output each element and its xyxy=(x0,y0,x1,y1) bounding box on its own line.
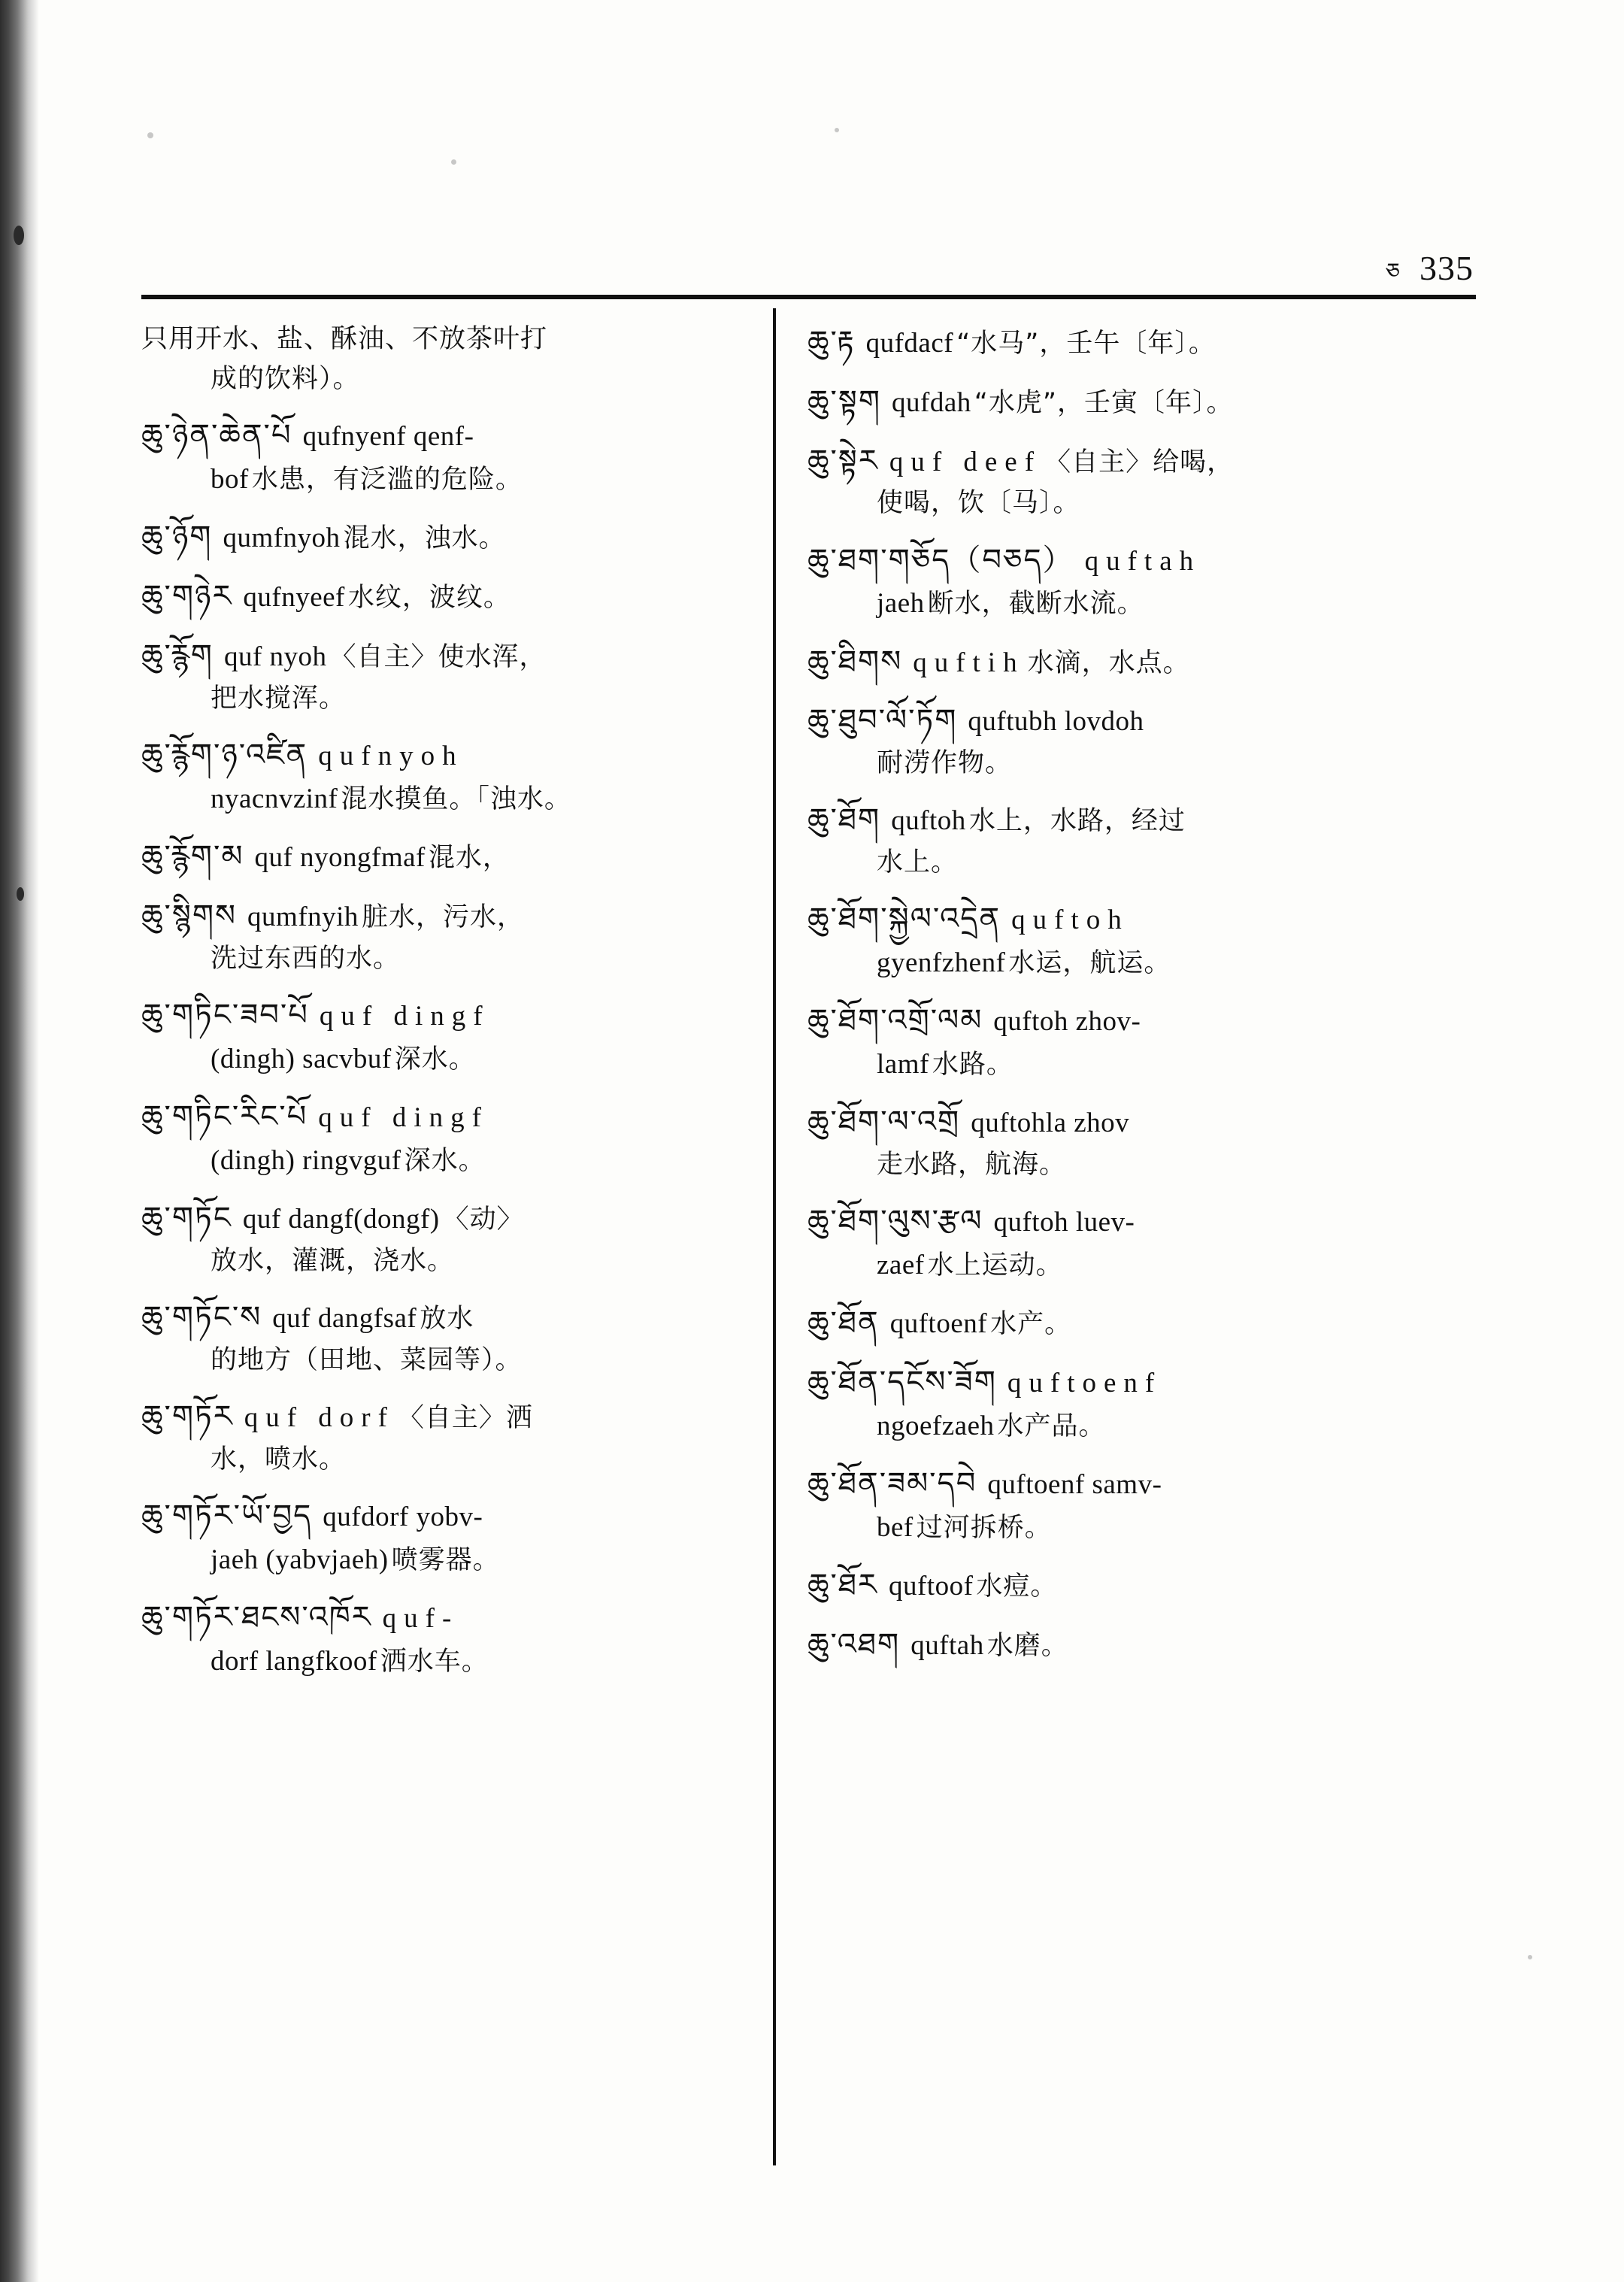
transliteration: quf- xyxy=(382,1602,459,1634)
transliteration: quf nyongfmaf xyxy=(254,842,426,874)
dictionary-entry xyxy=(141,514,765,560)
scan-speck xyxy=(17,887,24,901)
tibetan-headword: ཆུ་ཐོག་སྐྱེལ་འདྲེན xyxy=(807,902,1001,937)
tibetan-headword: ཆུ་ཐོན་ཟམ་དབེ xyxy=(807,1466,977,1502)
entry-line xyxy=(807,1359,1432,1405)
entry-line xyxy=(141,1595,765,1641)
dictionary-entry xyxy=(141,732,765,820)
scan-speck xyxy=(14,226,24,245)
entry-line xyxy=(141,893,765,939)
tibetan-headword: ཆུ་གཏོར xyxy=(141,1399,234,1434)
chinese-gloss: 把水搅浑。 xyxy=(211,683,347,714)
transliteration: qufnyoh xyxy=(318,740,464,771)
page-columns xyxy=(141,320,1480,1696)
entry-line xyxy=(141,514,765,560)
tibetan-headword: ཆུ་ཐོག་ལུས་རྩལ xyxy=(807,1204,983,1239)
transliteration: qufdorf yobv- xyxy=(323,1501,483,1532)
chinese-gloss: 〈动〉 xyxy=(442,1204,524,1235)
entry-line xyxy=(807,438,1432,484)
tibetan-headword: ཆུ་སྟག xyxy=(807,383,882,419)
entry-line xyxy=(141,1493,765,1539)
dictionary-entry xyxy=(141,320,765,399)
chinese-gloss: 洒水车。 xyxy=(380,1646,489,1677)
chinese-gloss: 水上运动。 xyxy=(927,1250,1063,1281)
tibetan-headword: ཆུ་གཏོང xyxy=(141,1200,232,1235)
dictionary-entry xyxy=(141,893,765,979)
entry-line xyxy=(141,834,765,880)
transliteration: quf dorf xyxy=(244,1402,395,1433)
header-rule xyxy=(141,295,1476,299)
transliteration: quf dingf xyxy=(319,1000,490,1032)
entry-line xyxy=(141,993,765,1038)
transliteration: bof xyxy=(211,464,249,495)
entry-line xyxy=(141,732,765,778)
transliteration: quftubh lovdoh xyxy=(968,706,1144,738)
tibetan-headword: ཆུ་རྟ xyxy=(807,325,856,359)
entry-line xyxy=(141,1394,765,1440)
dictionary-entry xyxy=(807,896,1432,984)
transliteration: quftah xyxy=(1084,545,1201,577)
entry-line xyxy=(807,797,1432,843)
entry-line xyxy=(807,1622,1432,1668)
scan-speck xyxy=(835,128,839,132)
chinese-gloss: 水磨。 xyxy=(986,1631,1068,1662)
chinese-gloss: 〈自主〉给喝， xyxy=(1044,447,1235,477)
transliteration: quf dangf(dongf) xyxy=(242,1203,440,1235)
tibetan-headword: ཆུ་སྟེར xyxy=(807,443,879,478)
dictionary-entry xyxy=(807,1199,1432,1286)
page-number: 335 xyxy=(1419,249,1474,287)
entry-line xyxy=(807,1099,1432,1145)
tibetan-headword: ཆུ་ཐིགས xyxy=(807,644,903,679)
transliteration: quftoof xyxy=(888,1571,974,1602)
entry-line xyxy=(141,459,765,501)
chinese-gloss: 混水， xyxy=(428,843,510,874)
chinese-gloss: 〈自主〉洒 xyxy=(397,1402,533,1433)
transliteration: qumfnyih xyxy=(247,901,359,932)
dictionary-entry xyxy=(807,1562,1432,1608)
tibetan-headword: ཆུ་ཐུབ་ལོ་ཏོག xyxy=(807,703,958,738)
transliteration: zaef xyxy=(877,1250,925,1281)
chinese-gloss: 水上。 xyxy=(877,847,959,878)
dictionary-entry xyxy=(807,639,1432,685)
entry-line xyxy=(141,320,765,359)
tibetan-headword: ཆུ་འཐག xyxy=(807,1627,901,1662)
dictionary-entry xyxy=(141,1196,765,1281)
entry-line xyxy=(141,1196,765,1241)
transliteration: (dingh) ringvguf xyxy=(211,1144,401,1176)
entry-line xyxy=(807,538,1432,583)
tibetan-headword: ཆུ་ཐོར xyxy=(807,1568,878,1603)
entry-line xyxy=(141,1140,765,1182)
entry-line xyxy=(807,998,1432,1044)
tibetan-corner-mark: ཅ xyxy=(1385,259,1400,285)
entry-line xyxy=(807,1199,1432,1244)
chinese-gloss: 耐涝作物。 xyxy=(877,748,1013,779)
chinese-gloss: 的地方（田地、菜园等）。 xyxy=(211,1344,523,1375)
transliteration: quftoenf samv- xyxy=(987,1469,1162,1501)
tibetan-headword: ཆུ་གཏོར་ཐངས་འཁོར xyxy=(141,1599,372,1635)
chinese-gloss: 混水，浊水。 xyxy=(343,523,506,554)
chinese-gloss: 水产。 xyxy=(990,1309,1072,1340)
chinese-gloss: 断水，截断水流。 xyxy=(927,589,1144,620)
entry-line xyxy=(141,1295,765,1341)
tibetan-headword: ཆུ་ཉེན་ཆེན་པོ xyxy=(141,418,292,453)
tibetan-headword: ཆུ་རྙོག་མ xyxy=(141,839,244,874)
dictionary-entry xyxy=(141,1394,765,1480)
entry-line xyxy=(141,1440,765,1480)
entry-line xyxy=(141,1341,765,1380)
entry-line xyxy=(807,843,1432,883)
chinese-gloss: 走水路，航海。 xyxy=(877,1150,1067,1180)
tibetan-headword: ཆུ་རྙོག xyxy=(141,638,214,673)
transliteration: quf deef xyxy=(889,446,1042,477)
chinese-gloss: 脏水，污水， xyxy=(361,902,524,932)
chinese-gloss: 水滴，水点。 xyxy=(1027,647,1190,678)
chinese-gloss: “水马”，壬午〔年〕。 xyxy=(956,329,1216,359)
chinese-gloss: 深水。 xyxy=(394,1044,476,1074)
dictionary-entry xyxy=(807,438,1432,524)
dictionary-entry xyxy=(141,834,765,880)
chinese-gloss: 水患，有泛滥的危险。 xyxy=(251,465,523,495)
transliteration: bef xyxy=(877,1512,914,1544)
dictionary-entry xyxy=(807,698,1432,783)
tibetan-headword: ཆུ་ཐོག་ལ་འགྲོ xyxy=(807,1105,961,1140)
entry-line xyxy=(807,320,1432,365)
transliteration: quftoenf xyxy=(889,1308,988,1340)
chinese-gloss: 成的饮料）。 xyxy=(211,364,360,395)
tibetan-headword: ཆུ་སྙིགས xyxy=(141,898,238,933)
entry-line xyxy=(807,639,1432,685)
dictionary-entry xyxy=(141,574,765,620)
chinese-gloss: 水上，水路，经过 xyxy=(968,806,1186,837)
entry-line xyxy=(807,1300,1432,1346)
chinese-gloss: 放水，灌溉，浇水。 xyxy=(211,1245,455,1276)
tibetan-headword: ཆུ་གཏིང་རིང་པོ xyxy=(141,1099,308,1134)
transliteration: quf nyoh xyxy=(223,641,327,672)
chinese-gloss: 水，喷水。 xyxy=(211,1444,347,1474)
chinese-gloss: 使喝，饮〔马〕。 xyxy=(877,488,1080,519)
entry-line xyxy=(807,1044,1432,1086)
chinese-gloss: 喷雾器。 xyxy=(391,1544,500,1575)
scan-speck xyxy=(147,132,153,138)
entry-line xyxy=(807,896,1432,942)
dictionary-entry xyxy=(807,379,1432,425)
entry-line xyxy=(141,1241,765,1281)
chinese-gloss: 水产品。 xyxy=(997,1411,1106,1442)
chinese-gloss: 深水。 xyxy=(404,1145,486,1176)
entry-line xyxy=(141,1641,765,1683)
entry-line xyxy=(141,359,765,399)
chinese-gloss: 洗过东西的水。 xyxy=(211,943,401,974)
right-column xyxy=(807,320,1432,1696)
tibetan-headword: ཆུ་ཐོག xyxy=(807,802,881,838)
dictionary-entry xyxy=(141,1295,765,1380)
scan-speck xyxy=(1528,1955,1532,1959)
entry-line xyxy=(807,1405,1432,1447)
chinese-gloss: 〈自主〉使水浑， xyxy=(329,642,547,672)
dictionary-entry xyxy=(141,993,765,1080)
entry-line xyxy=(807,379,1432,425)
transliteration: gyenfzhenf xyxy=(877,947,1006,979)
transliteration: quftoh xyxy=(1011,905,1129,936)
chinese-gloss: 水纹，波纹。 xyxy=(347,583,511,614)
transliteration: qufdah xyxy=(892,386,971,418)
chinese-gloss: 混水摸鱼。「浊水。 xyxy=(341,783,571,814)
entry-line xyxy=(807,744,1432,783)
entry-line xyxy=(141,939,765,979)
chinese-gloss: 水痘。 xyxy=(976,1571,1058,1602)
transliteration: nyacnvzinf xyxy=(211,783,338,814)
dictionary-entry xyxy=(807,1622,1432,1668)
dictionary-entry xyxy=(807,1300,1432,1346)
transliteration: qumfnyoh xyxy=(223,523,341,554)
entry-line xyxy=(807,1562,1432,1608)
tibetan-headword: ཆུ་གཉེར xyxy=(141,579,233,614)
transliteration: quftih xyxy=(913,647,1025,678)
tibetan-headword: ཆུ་ཐོག་འགྲོ་ལམ xyxy=(807,1003,983,1038)
tibetan-headword: ཆུ་ཐོན xyxy=(807,1305,880,1341)
dictionary-entry xyxy=(141,413,765,501)
transliteration: quftoenf xyxy=(1007,1368,1162,1399)
transliteration: lamf xyxy=(877,1049,929,1080)
transliteration: qufnyeef xyxy=(243,582,345,614)
transliteration: quf dangfsaf xyxy=(272,1302,417,1334)
transliteration: qufnyenf qenf- xyxy=(302,421,474,453)
transliteration: quftoh zhov- xyxy=(993,1006,1141,1038)
entry-line xyxy=(141,574,765,620)
dictionary-entry xyxy=(807,538,1432,626)
entry-line xyxy=(807,1461,1432,1507)
transliteration: (dingh) sacvbuf xyxy=(211,1043,392,1074)
entry-line xyxy=(807,1507,1432,1549)
chinese-gloss: 水路。 xyxy=(932,1050,1013,1080)
transliteration: dorf langfkoof xyxy=(211,1645,377,1677)
entry-line xyxy=(141,1038,765,1080)
entry-line xyxy=(807,942,1432,984)
transliteration: jaeh (yabvjaeh) xyxy=(211,1544,389,1575)
chinese-gloss: 只用开水、盐、酥油、不放茶叶打 xyxy=(141,324,548,354)
transliteration: jaeh xyxy=(877,588,925,620)
transliteration: ngoefzaeh xyxy=(877,1411,995,1442)
transliteration: quf dingf xyxy=(318,1102,489,1133)
entry-line xyxy=(807,1145,1432,1185)
dictionary-entry xyxy=(141,1493,765,1581)
chinese-gloss: 过河拆桥。 xyxy=(916,1513,1052,1544)
entry-line xyxy=(807,483,1432,523)
dictionary-entry xyxy=(807,797,1432,883)
dictionary-entry xyxy=(807,1359,1432,1447)
page-header xyxy=(143,248,1474,288)
tibetan-headword: ཆུ་ཐོན་དངོས་ཟོག xyxy=(807,1365,997,1400)
entry-line xyxy=(807,583,1432,625)
transliteration: qufdacf xyxy=(865,328,954,359)
entry-line xyxy=(141,1539,765,1581)
dictionary-entry xyxy=(141,1595,765,1683)
dictionary-entry xyxy=(141,633,765,719)
entry-line xyxy=(141,679,765,719)
entry-line xyxy=(807,1244,1432,1286)
chinese-gloss: 放水 xyxy=(420,1303,474,1334)
entry-line xyxy=(807,698,1432,744)
tibetan-headword: ཆུ་གཏོར་ཡོ་བྱད xyxy=(141,1498,313,1533)
tibetan-headword: ཆུ་གཏིང་ཟབ་པོ xyxy=(141,997,309,1032)
transliteration: quftoh luev- xyxy=(993,1207,1135,1238)
entry-line xyxy=(141,1094,765,1140)
dictionary-entry xyxy=(807,998,1432,1086)
transliteration: quftoh xyxy=(891,805,966,837)
entry-line xyxy=(141,413,765,459)
dictionary-entry xyxy=(807,320,1432,365)
transliteration: quftohla zhov xyxy=(971,1108,1130,1139)
dictionary-entry xyxy=(807,1461,1432,1549)
tibetan-headword: ཆུ་ཉོག xyxy=(141,520,213,555)
scan-edge-artifact xyxy=(0,0,39,2282)
entry-line xyxy=(141,778,765,820)
tibetan-headword: ཆུ་ཐག་གཅོད（བཅད） xyxy=(807,542,1074,577)
dictionary-entry xyxy=(141,1094,765,1182)
scan-speck xyxy=(451,159,456,165)
tibetan-headword: ཆུ་རྙོག་ཉ་འཛིན xyxy=(141,737,308,772)
tibetan-headword: ཆུ་གཏོང་ས xyxy=(141,1299,262,1335)
chinese-gloss: “水虎”，壬寅〔年〕。 xyxy=(974,387,1234,418)
left-column xyxy=(141,320,765,1696)
dictionary-entry xyxy=(807,1099,1432,1185)
transliteration: quftah xyxy=(910,1630,984,1662)
chinese-gloss: 水运，航运。 xyxy=(1008,948,1171,979)
entry-line xyxy=(141,633,765,679)
